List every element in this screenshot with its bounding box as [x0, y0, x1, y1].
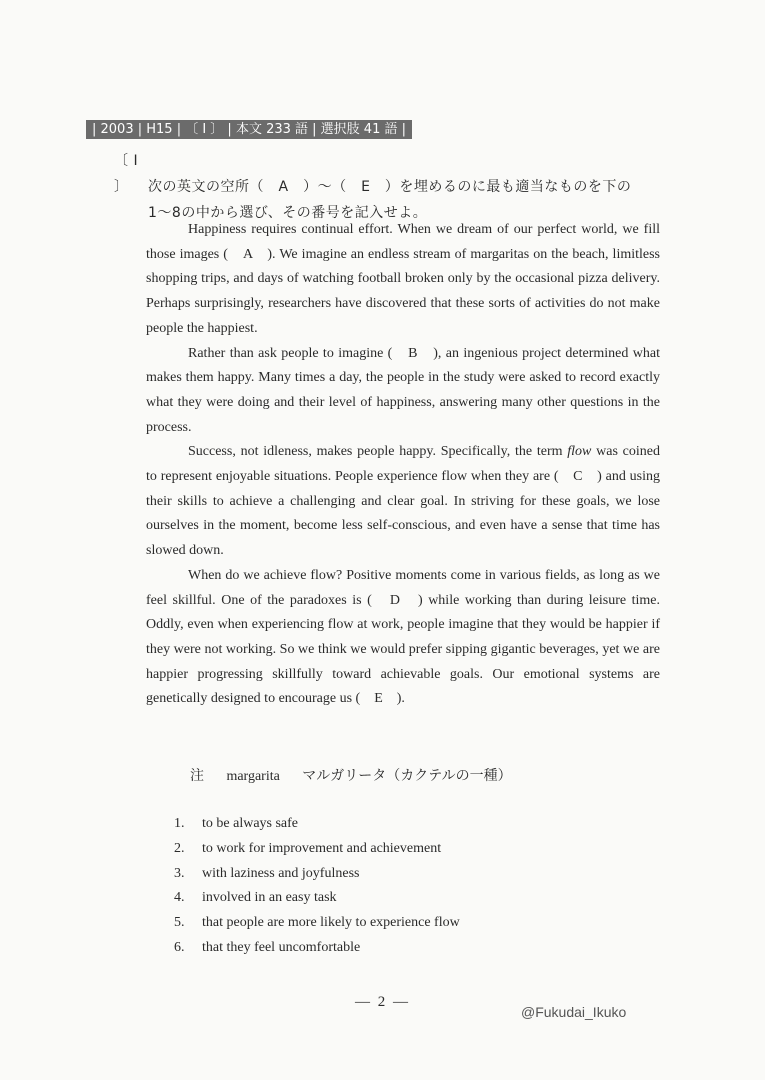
note-term: margarita — [226, 769, 280, 784]
note-definition: マルガリータ（カクテルの一種） — [302, 768, 512, 784]
passage — [146, 218, 660, 712]
paragraph-4: When do we achieve flow? Positive moments come in various fields, as long as we feel skillful. One of the paradoxes is ( D ) while working than during leisure time. Oddly, even when experiencing flow at work, people imagine that they would be happier if they were not working. So we think we would prefer sipping gigantic beverages, yet we are happier progressing skillfully toward achievable goals. Our emotional systems are genetically designed to encourage us ( E ). — [146, 567, 660, 707]
choice-number: 1. — [174, 816, 185, 831]
choice-number: 4. — [174, 890, 185, 906]
choice-item — [174, 812, 460, 837]
question-tag: | 2003 | H15 | 〔 I 〕 | 本文 233 語 | 選択肢 41 語 | — [86, 120, 412, 139]
paragraph-3 — [146, 440, 660, 564]
paragraph-3-start: Success, not idleness, makes people happy. Specifically, the term — [188, 444, 568, 460]
instruction-line-2: 1〜8の中から選び、その番号を記入せよ。 — [148, 205, 428, 221]
choice-number: 5. — [174, 915, 185, 931]
instruction-line-1: 次の英文の空所（ A ）〜（ E ）を埋めるのに最も適当なものを下の — [148, 179, 632, 195]
note-label: 注 — [190, 768, 204, 784]
choice-number: 6. — [174, 939, 185, 955]
choice-text: to work for improvement and achievement — [202, 840, 442, 856]
page-number: — 2 — — [355, 994, 410, 1010]
choice-item — [174, 911, 460, 936]
choice-text: that people are more likely to experience flow — [202, 915, 460, 931]
choice-item — [174, 862, 460, 887]
choice-list — [174, 812, 460, 961]
choice-text: to be always safe — [202, 816, 299, 831]
paragraph-2: Rather than ask people to imagine ( B ), an ingenious project determined what makes them happy. Many times a day, the people in the study were asked to record exactly what they were doing and their level of happiness, answering many other questions in the process. — [146, 345, 660, 435]
choice-text: with laziness and joyfulness — [202, 865, 360, 881]
term-flow: flow — [567, 444, 592, 460]
paragraph-3-end: was coined to represent enjoyable situations. People experience flow when they are ( C ) and using their skills to achieve a challenging and clear goal. In striving for these goals, we lose ourselves in the moment, become less self-conscious, and even have a sense that time has slowed down. — [146, 444, 661, 559]
paragraph-1: Happiness requires continual effort. When we dream of our perfect world, we fill those images ( A ). We imagine an endless stream of margaritas on the beach, limitless shopping trips, and days of watching football broken only by the occasional pizza delivery. Perhaps surprisingly, researchers have discovered that these sorts of activities do not make people the happiest. — [146, 222, 660, 336]
credit-handle: @Fukudai_Ikuko — [521, 1004, 627, 1020]
question-number: 〔 I 〕 — [114, 153, 139, 195]
choice-text: that they feel uncomfortable — [202, 939, 361, 955]
choice-text: involved in an easy task — [202, 890, 337, 906]
choice-item — [174, 837, 460, 862]
choice-item — [174, 886, 460, 911]
choice-number: 2. — [174, 840, 185, 856]
choice-number: 3. — [174, 865, 185, 881]
choice-item — [174, 936, 460, 961]
instructions — [114, 148, 674, 226]
vocabulary-note — [190, 765, 512, 785]
